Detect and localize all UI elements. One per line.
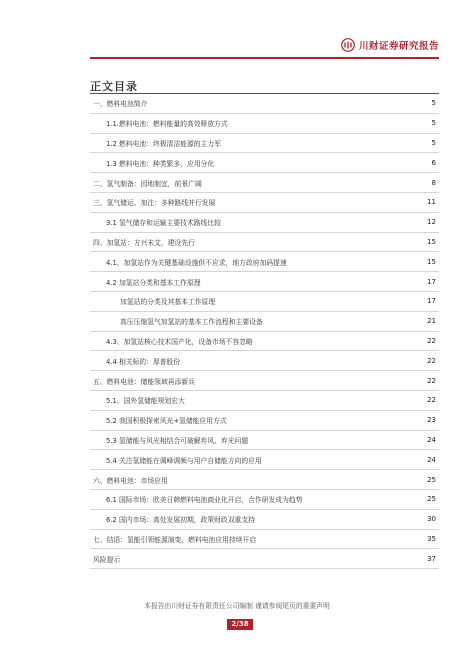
toc-entry-page: 5 — [431, 138, 436, 147]
toc-entry[interactable] — [90, 233, 439, 253]
toc-entry-page: 35 — [427, 534, 436, 543]
toc-entry-label: 4.1、加氢站作为关键基础设施供不应求，地方政府加码提速 — [106, 258, 287, 267]
toc-entry-label: 一、燃料电池简介 — [93, 100, 148, 109]
toc-entry-label: 高压压缩氢气加氢站的基本工作流程和主要设备 — [120, 318, 263, 327]
toc-entry-page: 30 — [427, 515, 436, 524]
toc-entry-page: 12 — [427, 218, 436, 227]
toc-entry-label: 五、燃料电池：储能领域再添新兵 — [93, 377, 195, 386]
toc-entry-label: 二、氢气制备：因地制宜，前景广阔 — [93, 179, 202, 188]
toc-entry-label: 4.2 加氢站分类和基本工作原理 — [106, 278, 201, 287]
table-of-contents — [90, 94, 439, 569]
toc-entry[interactable] — [90, 371, 439, 391]
toc-entry-page: 17 — [427, 297, 436, 306]
toc-entry-label: 风险提示 — [93, 555, 121, 564]
toc-entry-page: 24 — [427, 455, 436, 464]
toc-entry-label: 6.1 国际市场：欧美日韩燃料电池商业化开启，合作研发成为趋势 — [106, 496, 303, 505]
toc-entry[interactable] — [90, 549, 439, 569]
toc-entry-page: 8 — [431, 178, 436, 187]
toc-entry-label: 4.3、加氢站核心技术国产化，设备市场不容忽略 — [106, 337, 253, 346]
toc-entry-page: 22 — [427, 376, 436, 385]
toc-entry-label: 6.2 国内市场：高处发展初期，政策财政双重支持 — [106, 516, 255, 525]
toc-entry-page: 5 — [431, 119, 436, 128]
footer-disclaimer: 本报告由川财证券有限责任公司编制 谨请参阅尾页的重要声明 — [144, 602, 330, 610]
brand-name: 川财证券研究报告 — [358, 41, 439, 52]
toc-entry-label: 5.4 关注氢储能在调峰调频与用户自储能方向的应用 — [106, 456, 262, 465]
toc-entry[interactable] — [90, 292, 439, 312]
toc-entry-label: 三、氢气储运、加注：多种路线并行发展 — [93, 199, 216, 208]
header-rule — [90, 57, 439, 59]
toc-entry-label: 5.3 氢储能与风光相结合可破解弃风、弃光问题 — [106, 436, 249, 445]
page-number: 2/38 — [227, 619, 253, 630]
toc-entry[interactable] — [90, 391, 439, 411]
toc-entry-label: 4.4 相关标的：厚普股份 — [106, 357, 181, 366]
toc-entry-page: 21 — [427, 317, 436, 326]
brand-block — [341, 38, 439, 52]
toc-entry[interactable] — [90, 411, 439, 431]
toc-entry[interactable] — [90, 153, 439, 173]
toc-entry[interactable] — [90, 490, 439, 510]
toc-entry-page: 15 — [427, 237, 436, 246]
toc-entry-label: 5.1、国外氢储能规划宏大 — [106, 397, 185, 406]
toc-entry[interactable] — [90, 193, 439, 213]
toc-entry-page: 11 — [427, 198, 436, 207]
toc-entry-label: 3.1 氢气储存和运输主要技术路线比较 — [106, 219, 221, 228]
toc-entry[interactable] — [90, 94, 439, 114]
toc-entry-label: 四、加氢站：方兴未艾，建设先行 — [93, 238, 195, 247]
toc-entry[interactable] — [90, 134, 439, 154]
toc-entry-page: 17 — [427, 277, 436, 286]
toc-entry[interactable] — [90, 272, 439, 292]
toc-title: 正文目录 — [90, 80, 138, 93]
chuancai-logo-icon — [341, 38, 355, 52]
toc-entry-page: 22 — [427, 356, 436, 365]
toc-entry[interactable] — [90, 114, 439, 134]
toc-entry-page: 25 — [427, 495, 436, 504]
toc-entry[interactable] — [90, 351, 439, 371]
toc-entry-page: 24 — [427, 435, 436, 444]
toc-entry-page: 15 — [427, 257, 436, 266]
toc-entry[interactable] — [90, 450, 439, 470]
toc-entry[interactable] — [90, 213, 439, 233]
toc-entry[interactable] — [90, 431, 439, 451]
toc-entry-page: 22 — [427, 396, 436, 405]
toc-entry[interactable] — [90, 510, 439, 530]
toc-entry[interactable] — [90, 332, 439, 352]
toc-entry-label: 1.3 燃料电池：种类繁多，应用分化 — [106, 159, 215, 168]
toc-entry[interactable] — [90, 530, 439, 550]
toc-entry-label: 六、燃料电池：市场应用 — [93, 476, 168, 485]
toc-entry-page: 37 — [427, 554, 436, 563]
toc-entry[interactable] — [90, 470, 439, 490]
toc-entry-page: 23 — [427, 416, 436, 425]
toc-entry-page: 6 — [431, 158, 436, 167]
toc-entry-page: 22 — [427, 336, 436, 345]
toc-entry-label: 加氢站的分类及其基本工作原理 — [120, 298, 216, 307]
toc-entry-label: 1.2 燃料电池：终极清洁能源的主力军 — [106, 139, 221, 148]
toc-entry-label: 5.2 我国积极探索风光+氢储能应用方式 — [106, 417, 227, 426]
toc-entry[interactable] — [90, 312, 439, 332]
toc-entry-page: 5 — [431, 99, 436, 108]
page-header — [0, 0, 474, 66]
toc-entry[interactable] — [90, 173, 439, 193]
toc-entry-page: 25 — [427, 475, 436, 484]
toc-entry-label: 1.1.燃料电池：燃料能量的高效释放方式 — [106, 120, 228, 129]
toc-entry[interactable] — [90, 252, 439, 272]
toc-entry-label: 七、结语：氢能引领能源演变，燃料电池应用持续开启 — [93, 535, 257, 544]
